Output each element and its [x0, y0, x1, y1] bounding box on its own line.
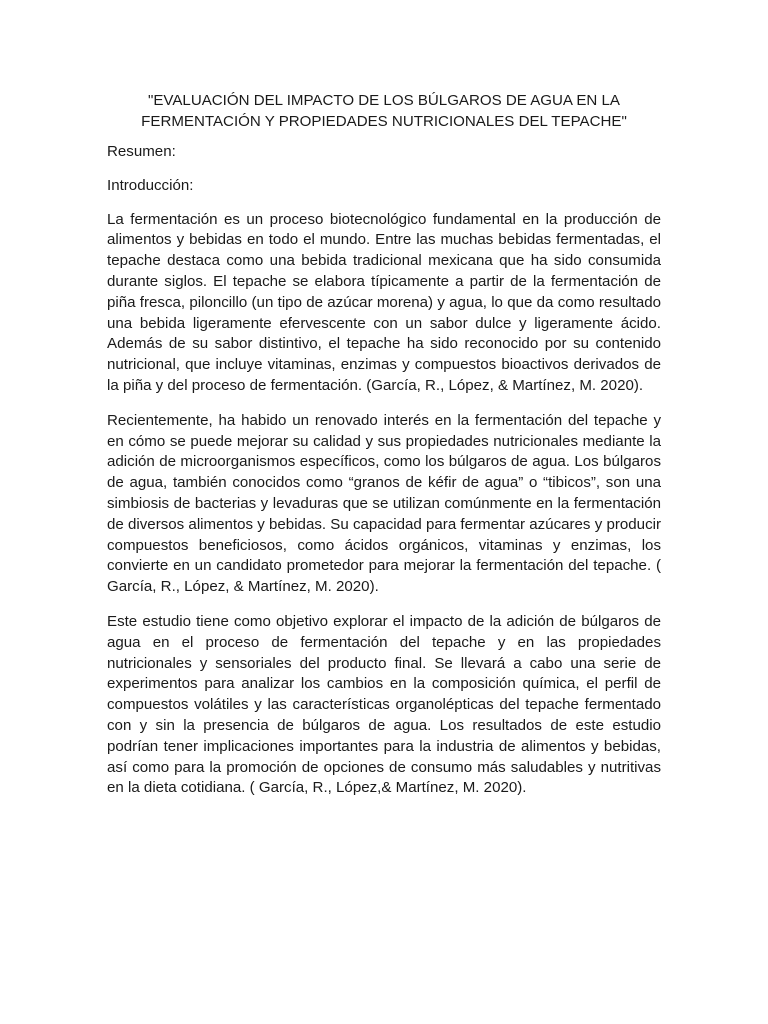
paragraph: Recientemente, ha habido un renovado interés en la fermentación del tepache y en cómo se puede mejorar su calidad y sus propiedades nutricionales mediante la adición de microorganismos específicos, como los búlgaros de agua. Los búlgaros de agua, también conocidos como “granos de kéfir de agua” o “tibicos”, son una simbiosis de bacterias y levaduras que se utilizan comúnmente en la fermentación de diversos alimentos y bebidas. Su capacidad para fermentar azúcares y producir compuestos beneficiosos, como ácidos orgánicos, vitaminas y enzimas, los convierte en un candidato prometedor para mejorar la fermentación del tepache. ( García, R., López, & Martínez, M. 2020).	[107, 411, 661, 596]
summary-heading: Resumen:	[107, 143, 176, 160]
intro-heading: Introducción:	[107, 176, 194, 194]
document-content	[107, 90, 661, 813]
paragraph: La fermentación es un proceso biotecnológico fundamental en la producción de alimentos y bebidas en todo el mundo. Entre las muchas bebidas fermentadas, el tepache destaca como una bebida tradicional mexicana que ha sido consumida durante siglos. El tepache se elabora típicamente a partir de la fermentación de piña fresca, piloncillo (un tipo de azúcar morena) y agua, lo que da como resultado una bebida ligeramente efervescente con un sabor dulce y ligeramente ácido. Además de su sabor distintivo, el tepache ha sido reconocido por su contenido nutricional, que incluye vitaminas, enzimas y compuestos bioactivos derivados de la piña y del proceso de fermentación. (García, R., López, & Martínez, M. 2020).	[107, 210, 661, 394]
document-title	[107, 90, 661, 132]
title-line-1: "EVALUACIÓN DEL IMPACTO DE LOS BÚLGAROS DE AGUA EN LA	[147, 92, 620, 109]
title-line-2: FERMENTACIÓN Y PROPIEDADES NUTRICIONALES DEL TEPACHE"	[141, 113, 627, 130]
paragraph: Este estudio tiene como objetivo explorar el impacto de la adición de búlgaros de agua en el proceso de fermentación del tepache y en las propiedades nutricionales y sensoriales del producto final. Se llevará a cabo una serie de experimentos para analizar los cambios en la composición química, el perfil de compuestos volátiles y las características organolépticas del tepache fermentado con y sin la presencia de búlgaros de agua. Los resultados de este estudio podrían tener implicaciones importantes para la industria de alimentos y bebidas, así como para la promoción de opciones de consumo más saludables y nutritivas en la dieta cotidiana. ( García, R., López,& Martínez, M. 2020).	[107, 612, 661, 797]
